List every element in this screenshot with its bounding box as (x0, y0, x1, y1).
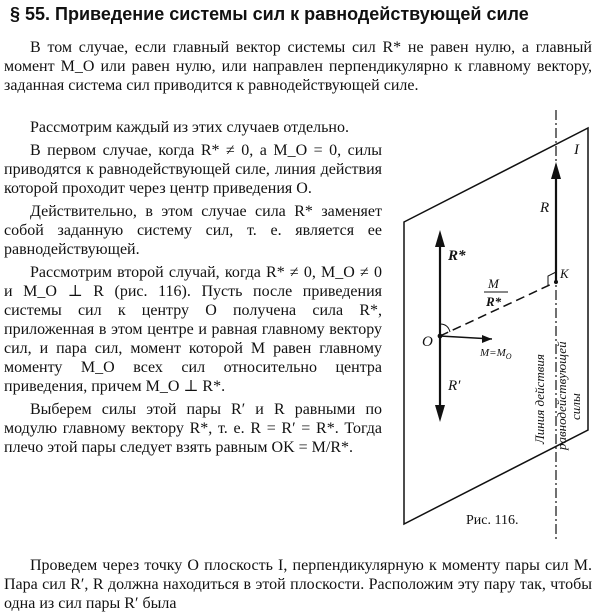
label-fraction-denominator: R* (486, 294, 502, 309)
label-R-star: R* (448, 248, 466, 264)
paragraph-final-block (4, 556, 592, 613)
label-O: O (422, 334, 433, 350)
plane-I-outline (404, 128, 588, 524)
paragraph-5: Рассмотрим второй случай, когда R* ≠ 0, M_O ≠ 0 и M_O ⊥ R (рис. 116). Пусть после приведения системы сил к центру O получена сила R*, приложенная в этом центре и равная главному вектору сил, и пара сил, момент которой M равен главному моменту M_O всех сил относительно центра приведения, причем M_O ⊥ R*. (4, 264, 382, 395)
text-column (4, 118, 382, 457)
label-fraction-numerator: M (488, 276, 499, 291)
paragraph-1: В том случае, если главный вектор системы сил R* не равен нулю, а главный момент M_O или равен нулю, или направлен перпендикулярно к главному вектору, заданная система сил приводится к равнодействующей силе. (4, 39, 592, 94)
paragraph-7: Проведем через точку O плоскость I, перпендикулярную к моменту пары сил M. Пара сил R′, R должна находиться в этой плоскости. Расположим эту пару так, чтобы одна из сил пары R′ была (4, 557, 592, 612)
label-moment: $M=M_O$ (480, 347, 512, 361)
label-R-prime: R′ (448, 378, 461, 394)
figure-caption: Рис. 116. (466, 513, 519, 528)
label-plane-I: I (574, 142, 579, 158)
paragraph-4: Действительно, в этом случае сила R* заменяет собой заданную систему сил, т. е. является ее равнодействующей. (4, 203, 382, 258)
section-title: § 55. Приведение системы сил к равнодействующей силе (10, 4, 529, 24)
paragraph-intro (4, 38, 592, 95)
action-line-caption-1: Линия действия (532, 354, 547, 444)
action-line-caption-3: силы (568, 393, 583, 420)
point-O (438, 334, 443, 339)
action-line-caption (532, 341, 583, 451)
action-line-caption-2: равнодействующей (554, 341, 569, 450)
paragraph-3: В первом случае, когда R* ≠ 0, а M_O = 0, силы приводятся к равнодействующей силе, линия действия которой проходит через центр приведения O. (4, 142, 382, 197)
right-angle-mark-O (440, 324, 450, 332)
label-R: R (540, 200, 550, 216)
paragraph-2: Рассмотрим каждый из этих случаев отдельно. (30, 119, 349, 136)
point-K (554, 280, 558, 284)
figure-116 (384, 110, 598, 550)
label-K: K (560, 266, 569, 281)
paragraph-6: Выберем силы этой пары R′ и R равными по модулю главному вектору R*, т. е. R = R′ = R*. Тогда плечо этой пары следует взять равным OK = M/R*. (4, 401, 382, 456)
right-angle-mark-K (548, 272, 556, 286)
